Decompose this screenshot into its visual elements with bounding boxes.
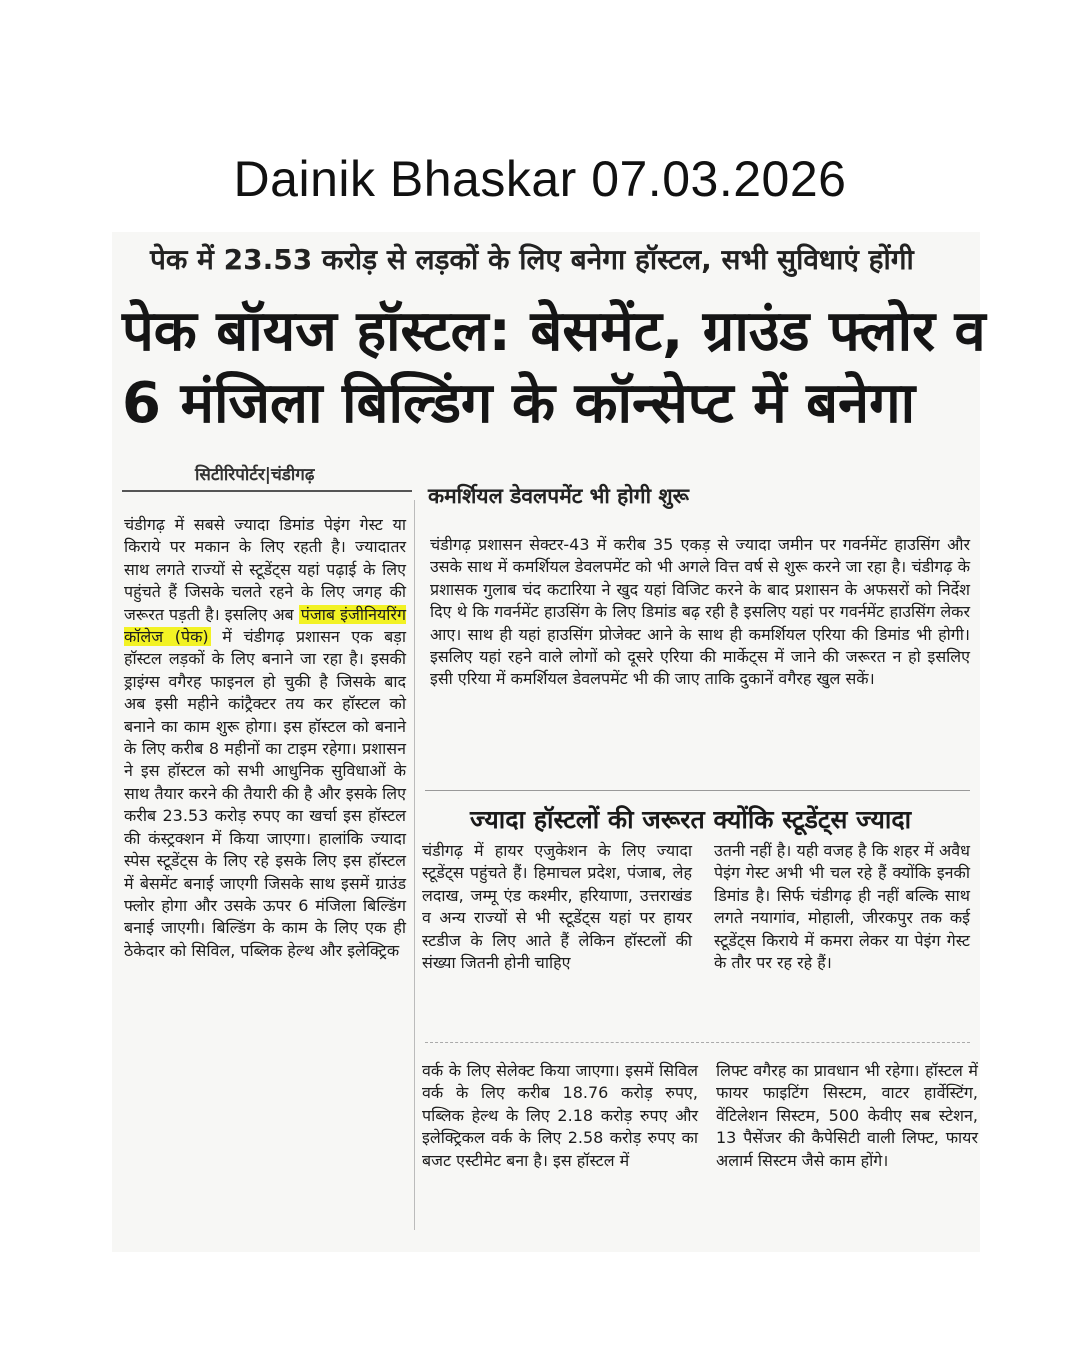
section1-body: चंडीगढ़ प्रशासन सेक्टर-43 में करीब 35 एकड़ से ज्यादा जमीन पर गवर्नमेंट हाउसिंग और उसके साथ में कमर्शियल डेवलपमेंट को भी अगले वित्त वर्ष से शुरू करने जा रहा है। चंडीगढ़ के प्रशासक गुलाब चंद कटारिया ने खुद यहां विजिट करने के बाद प्रशासन के अफसरों को निर्देश दिए थे कि गवर्नमेंट हाउसिंग के लिए डिमांड बढ़ रही है इसलिए यहां पर गवर्नमेंट हाउसिंग लेकर आए। साथ ही यहां हाउसिंग प्रोजेक्ट आने के साथ ही कमर्शियल एरिया की डिमांड भी होगी। इसलिए यहां रहने वाले लोगों को दूसरे एरिया की मार्केट्स में जाने की जरूरत न हो इसलिए इसी एरिया में कमर्शियल डेवलपमेंट भी की जाए ताकि दुकानें वगैरह खुल सकें। [430, 535, 970, 689]
column-divider [414, 500, 415, 1230]
continued-col-c: वर्क के लिए सेलेक्ट किया जाएगा। इसमें सिविल वर्क के लिए करीब 18.76 करोड़ रुपए, पब्लिक हेल्थ के लिए 2.18 करोड़ रुपए और इलेक्ट्रिकल वर्क के लिए 2.58 करोड़ रुपए का बजट एस्टीमेट बना है। इस हॉस्टल में [422, 1061, 698, 1170]
section-rule [425, 790, 970, 791]
continued-col-d: लिफ्ट वगैरह का प्रावधान भी रहेगा। हॉस्टल में फायर फाइटिंग सिस्टम, वाटर हार्वेस्टिंग, वेंटिलेशन सिस्टम, 500 केवीए सब स्टेशन, 13 पैसेंजर की कैपेसिटी वाली लिफ्ट, फायर अलार्म सिस्टम जैसे काम होंगे। [716, 1061, 978, 1170]
section2-col-a: चंडीगढ़ में हायर एजुकेशन के लिए ज्यादा स्टूडेंट्स पहुंचते हैं। हिमाचल प्रदेश, पंजाब, लेह लदाख, जम्मू एंड कश्मीर, हरियाणा, उत्तराखंड व अन्य राज्यों से भी स्टूडेंट्स यहां पर हायर स्टडीज के लिए आते हैं लेकिन हॉस्टलों की संख्या जितनी होनी चाहिए [422, 841, 692, 973]
lower-rule [425, 1042, 970, 1043]
section1-heading: कमर्शियल डेवलपमेंट भी होगी शुरू [428, 484, 689, 508]
left-text-start: चंडीगढ़ में सबसे ज्यादा डिमांड पेइंग गेस्ट या किराये पर मकान के लिए रहती है। ज्यादातर साथ लगते राज्यों से स्टूडेंट्स यहां पढ़ाई के लिए पहुंचते हैं जिसके चलते रहने के लिए जगह की जरूरत पड़ती है। इसलिए अब [124, 515, 406, 624]
byline-rule [122, 490, 412, 492]
headline-line-1: पेक बॉयज हॉस्टल: बेसमेंट, ग्राउंड फ्लोर व [122, 299, 986, 364]
source-title: Dainik Bhaskar 07.03.2026 [233, 151, 847, 207]
headline-line-2: 6 मंजिला बिल्डिंग के कॉन्सेप्ट में बनेगा [122, 371, 916, 436]
left-column-text [124, 514, 406, 1214]
byline: सिटीरिपोर्टर|चंडीगढ़ [195, 465, 315, 485]
section2-col-b: उतनी नहीं है। यही वजह है कि शहर में अवैध पेइंग गेस्ट अभी भी चल रहे हैं क्योंकि इनकी डिमांड है। सिर्फ चंडीगढ़ ही नहीं बल्कि साथ लगते नयागांव, मोहाली, जीरकपुर तक कई स्टूडेंट्स किराये में कमरा लेकर या पेइंग गेस्ट के तौर पर रह रहे हैं। [714, 841, 970, 973]
left-text-end: में चंडीगढ़ प्रशासन एक बड़ा हॉस्टल लड़कों के लिए बनाने जा रहा है। इसकी ड्राइंग्स वगैरह फाइनल हो चुकी है जिसके बाद अब इसी महीने कांट्रैक्टर तय कर हॉस्टल को बनाने का काम शुरू होगा। इस हॉस्टल को बनाने के लिए करीब 8 महीनों का टाइम रहेगा। प्रशासन ने इस हॉस्टल को सभी आधुनिक सुविधाओं के साथ तैयार करने की तैयारी की है और इसके लिए करीब 23.53 करोड़ रुपए का खर्चा इस हॉस्टल की कंस्ट्रक्शन में किया जाएगा। हालांकि ज्यादा स्पेस स्टूडेंट्स के लिए रहे इसके लिए इस हॉस्टल में बेसमेंट बनाई जाएगी जिसके साथ इसमें ग्राउंड फ्लोर होगा और उसके ऊपर 6 मंजिला बिल्डिंग बनाई जाएगी। बिल्डिंग के काम के लिए एक ही ठेकेदार को सिविल, पब्लिक हेल्थ और इलेक्ट्रिक [124, 627, 406, 960]
section2-heading: ज्यादा हॉस्टलों की जरूरत क्योंकि स्टूडेंट्स ज्यादा [470, 805, 912, 834]
highlighted-college-name: पंजाब इंजीनियरिंग कॉलेज (पेक) [124, 604, 406, 647]
article-headline [122, 296, 986, 440]
article-kicker: पेक में 23.53 करोड़ से लड़कों के लिए बनेगा हॉस्टल, सभी सुविधाएं होंगी [150, 243, 914, 276]
